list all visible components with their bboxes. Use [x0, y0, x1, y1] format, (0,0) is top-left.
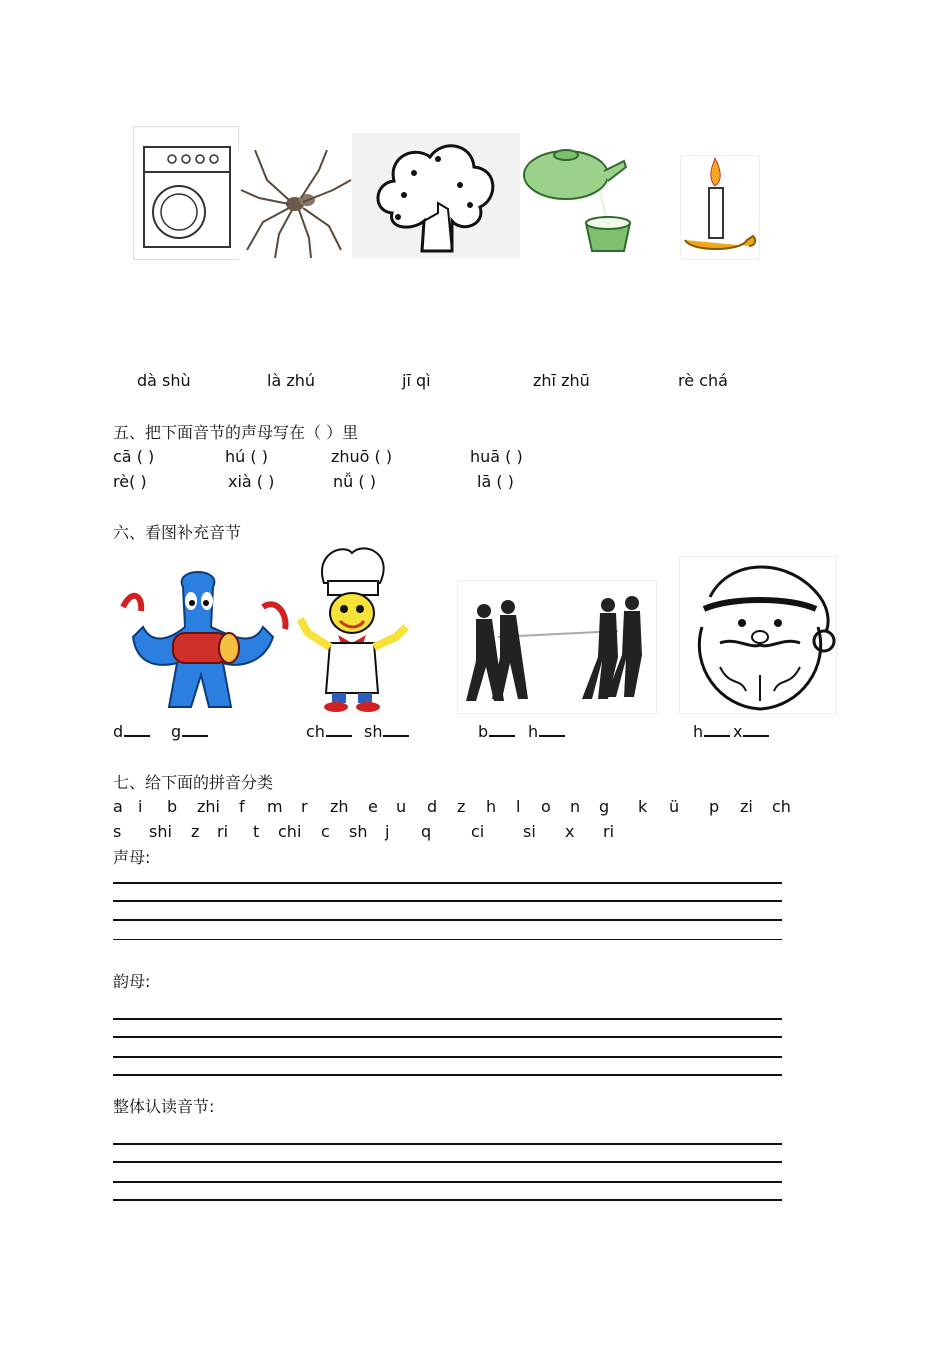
pinyin-token: s — [113, 822, 122, 841]
pinyin-token: u — [396, 797, 407, 816]
exercise-item: hú ( ) — [225, 447, 268, 466]
pinyin-token: p — [709, 797, 720, 816]
exercise-item: xià ( ) — [228, 472, 275, 491]
santa-claus-picture — [679, 556, 837, 714]
writing-line[interactable] — [113, 1143, 782, 1145]
pinyin-item: dà shù — [137, 371, 191, 390]
pinyin-token: c — [321, 822, 330, 841]
pinyin-token: d — [427, 797, 438, 816]
pinyin-item: zhī zhū — [533, 371, 590, 390]
answer-blank[interactable] — [704, 721, 730, 737]
pinyin-token: zhi — [197, 797, 220, 816]
answer-blank[interactable] — [489, 721, 515, 737]
syllable-prompt: h — [693, 721, 730, 741]
pinyin-token: sh — [349, 822, 368, 841]
pinyin-token: t — [253, 822, 260, 841]
exercise-item: huā ( ) — [470, 447, 523, 466]
section6-title: 六、看图补充音节 — [113, 523, 242, 542]
exercise-item: zhuō ( ) — [331, 447, 393, 466]
pinyin-token: x — [565, 822, 575, 841]
writing-line[interactable] — [113, 1199, 782, 1201]
answer-blank[interactable] — [383, 721, 409, 737]
answer-blank[interactable] — [539, 721, 565, 737]
syllable-prompt: b — [478, 721, 515, 741]
pinyin-list-row-2 — [113, 822, 633, 842]
writing-line[interactable] — [113, 900, 782, 902]
drummer-mascot-picture — [113, 567, 293, 712]
pinyin-token: g — [599, 797, 610, 816]
pinyin-token: n — [570, 797, 581, 816]
pinyin-item: jī qì — [402, 371, 431, 390]
shengmu-label: 声母: — [113, 848, 151, 867]
pinyin-token: o — [541, 797, 551, 816]
pinyin-token: l — [516, 797, 521, 816]
spider-picture — [237, 150, 353, 258]
pinyin-token: zh — [330, 797, 349, 816]
pinyin-token: chi — [278, 822, 302, 841]
pinyin-token: k — [638, 797, 648, 816]
pinyin-token: si — [523, 822, 536, 841]
writing-line[interactable] — [113, 1181, 782, 1183]
chef-mascot-picture — [294, 543, 410, 712]
writing-line[interactable] — [113, 1056, 782, 1058]
pinyin-item: là zhú — [267, 371, 316, 390]
writing-line[interactable] — [113, 1074, 782, 1076]
syllable-prompt: ch — [306, 721, 352, 741]
pinyin-token: ci — [471, 822, 485, 841]
pinyin-token: ü — [669, 797, 680, 816]
pinyin-token: ch — [772, 797, 791, 816]
pinyin-token: shi — [149, 822, 172, 841]
writing-line[interactable] — [113, 1036, 782, 1038]
teapot-and-cup-picture — [520, 141, 632, 258]
pinyin-token: j — [385, 822, 390, 841]
washing-machine-picture — [133, 126, 239, 260]
syllable-prompt: sh — [364, 721, 409, 741]
writing-line[interactable] — [113, 882, 782, 884]
writing-line[interactable] — [113, 919, 782, 921]
pinyin-token: m — [267, 797, 283, 816]
zhengti-label: 整体认读音节: — [113, 1097, 215, 1116]
pinyin-token: z — [191, 822, 200, 841]
exercise-item: cā ( ) — [113, 447, 155, 466]
pinyin-token: r — [301, 797, 308, 816]
tug-of-war-picture — [457, 580, 657, 714]
pinyin-token: ri — [217, 822, 229, 841]
writing-line[interactable] — [113, 1161, 782, 1163]
writing-line[interactable] — [113, 939, 782, 940]
pinyin-token: e — [368, 797, 378, 816]
syllable-prompt: d — [113, 721, 150, 741]
syllable-prompt: h — [528, 721, 565, 741]
yunmu-label: 韵母: — [113, 972, 151, 991]
answer-blank[interactable] — [124, 721, 150, 737]
pinyin-token: ri — [603, 822, 615, 841]
pinyin-token: b — [167, 797, 178, 816]
syllable-prompt: x — [733, 721, 769, 741]
pinyin-list-row-1 — [113, 797, 803, 817]
section7-title: 七、给下面的拼音分类 — [113, 773, 274, 792]
pinyin-token: q — [421, 822, 432, 841]
writing-line[interactable] — [113, 1018, 782, 1020]
exercise-item: lā ( ) — [477, 472, 514, 491]
exercise-item: rè( ) — [113, 472, 147, 491]
pinyin-item: rè chá — [678, 371, 728, 390]
answer-blank[interactable] — [326, 721, 352, 737]
answer-blank[interactable] — [182, 721, 208, 737]
pinyin-token: i — [138, 797, 143, 816]
pinyin-token: f — [239, 797, 245, 816]
pinyin-token: a — [113, 797, 123, 816]
exercise-item: nǚ ( ) — [333, 472, 376, 491]
pinyin-token: h — [486, 797, 497, 816]
syllable-prompt: g — [171, 721, 208, 741]
pinyin-token: zi — [740, 797, 753, 816]
pinyin-token: z — [457, 797, 466, 816]
section5-title: 五、把下面音节的声母写在（ ）里 — [113, 423, 359, 442]
answer-blank[interactable] — [743, 721, 769, 737]
candle-picture — [680, 155, 760, 260]
tree-picture — [352, 133, 520, 258]
